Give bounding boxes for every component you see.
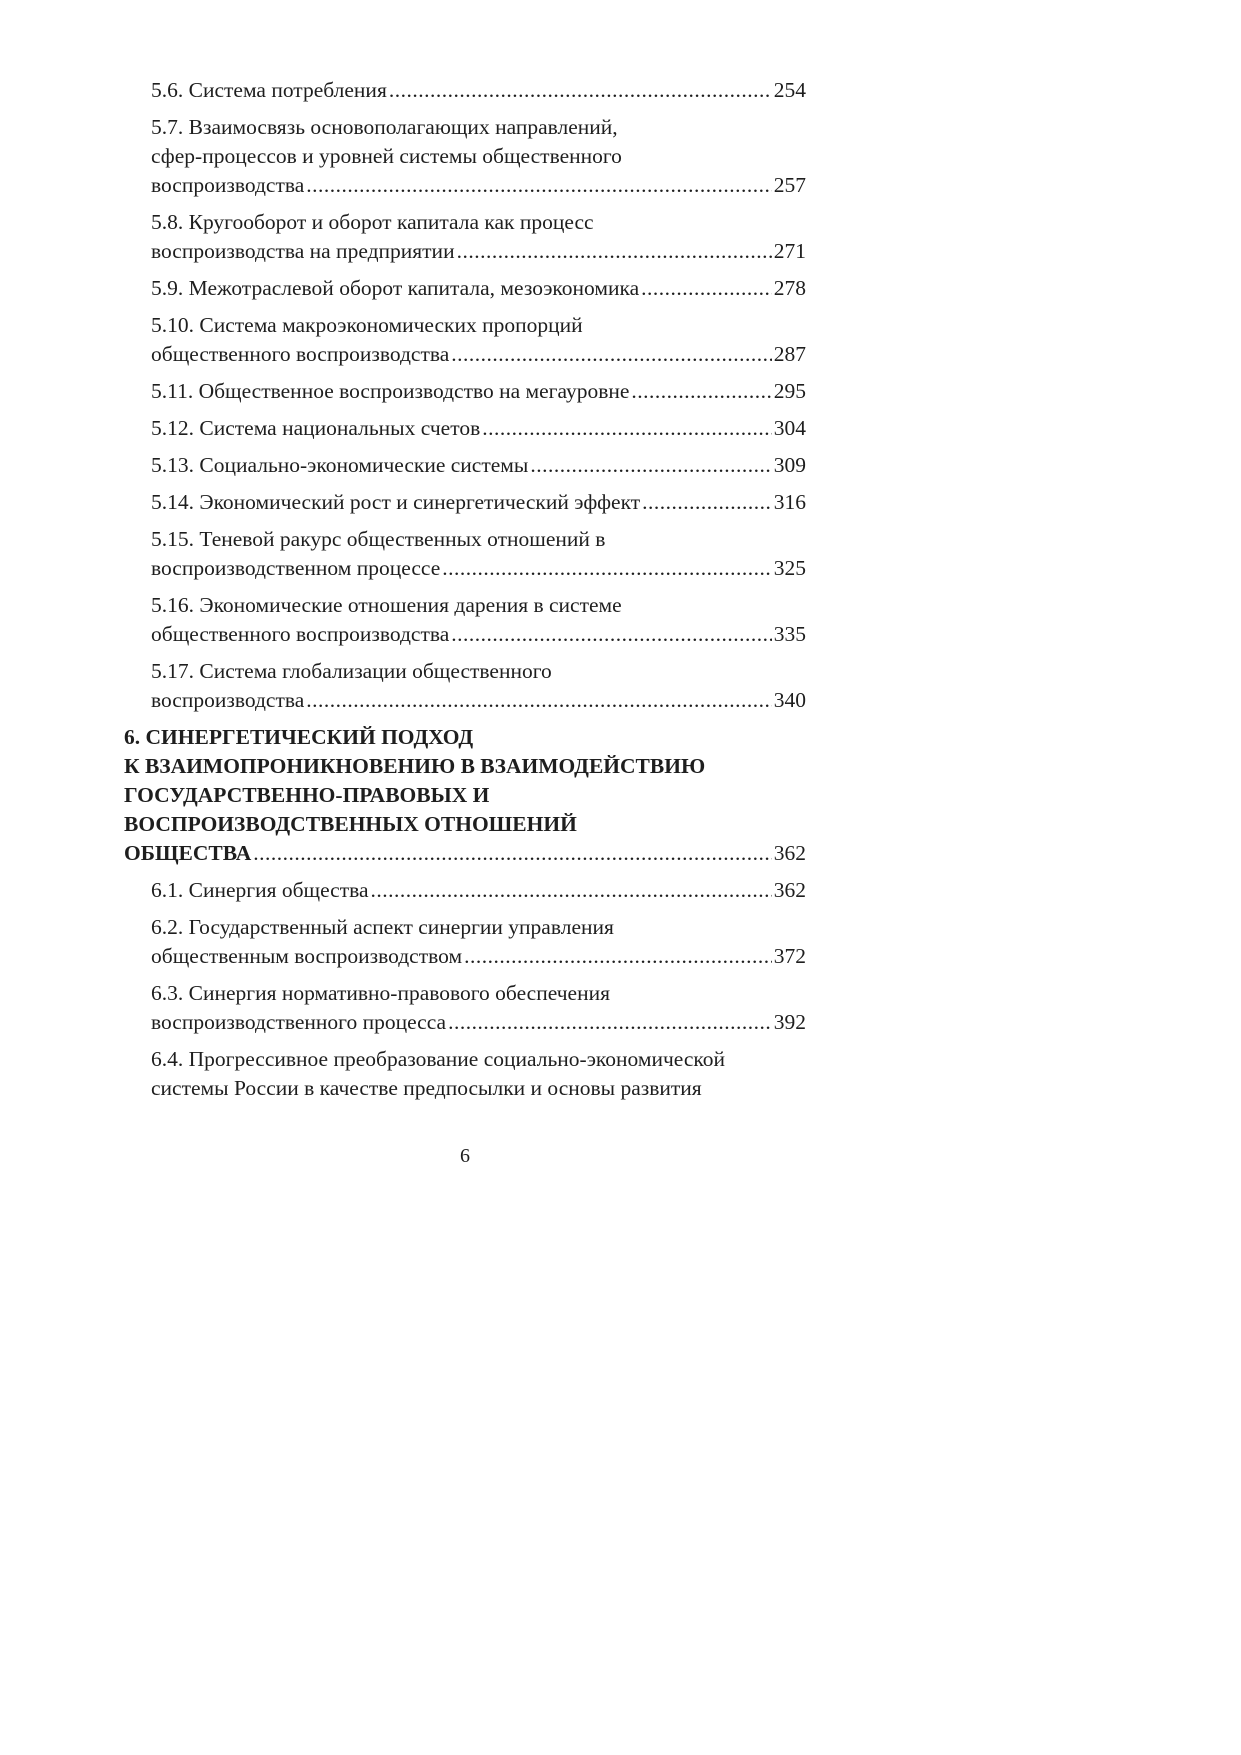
toc-entry-title-line: 5.15. Теневой ракурс общественных отношений в — [151, 527, 606, 551]
toc-entry-title-line: системы России в качестве предпосылки и основы развития — [151, 1076, 702, 1100]
toc-entry-title-line: 6.2. Государственный аспект синергии управления — [151, 915, 614, 939]
dot-leader — [451, 620, 771, 649]
toc-entry-title: 5.12. Система национальных счетов — [151, 416, 481, 440]
dot-leader — [451, 340, 771, 369]
toc-entry-title: воспроизводства — [151, 173, 305, 197]
toc-page-number: 295 — [773, 379, 806, 403]
dot-leader — [448, 1008, 772, 1037]
toc-page-number: 304 — [773, 416, 806, 440]
page-number: 6 — [460, 1145, 470, 1167]
dot-leader — [306, 686, 771, 715]
toc-entry-5-17[interactable] — [124, 657, 806, 715]
toc-entry-title-line: 6.3. Синергия нормативно-правового обеспечения — [151, 981, 610, 1005]
toc-entry-title: 5.9. Межотраслевой оборот капитала, мезоэкономика — [151, 276, 640, 300]
toc-entry-title: 5.6. Система потребления — [151, 78, 387, 102]
toc-chapter-6[interactable] — [124, 723, 806, 868]
dot-leader — [442, 554, 772, 583]
toc-page-number: 278 — [773, 276, 806, 300]
chapter-title-line: 6. СИНЕРГЕТИЧЕСКИЙ ПОДХОД — [124, 725, 474, 749]
chapter-title-line: ГОСУДАРСТВЕННО-ПРАВОВЫХ И — [124, 783, 490, 807]
toc-entry-title: воспроизводства на предприятии — [151, 239, 455, 263]
toc-entry-title-line: 5.10. Система макроэкономических пропорций — [151, 313, 583, 337]
toc-entry-title: 5.14. Экономический рост и синергетический эффект — [151, 490, 641, 514]
toc-entry-title: воспроизводства — [151, 688, 305, 712]
dot-leader — [253, 839, 771, 868]
toc-page-number: 325 — [773, 556, 806, 580]
toc-entry-5-9[interactable] — [124, 274, 806, 303]
toc-entry-5-7[interactable] — [124, 113, 806, 200]
toc-entry-5-10[interactable] — [124, 311, 806, 369]
dot-leader — [482, 414, 772, 443]
toc-entry-title-line: 5.17. Система глобализации общественного — [151, 659, 552, 683]
toc-entry-title-line: 5.16. Экономические отношения дарения в системе — [151, 593, 622, 617]
dot-leader — [642, 488, 772, 517]
toc-entry-6-1[interactable] — [124, 876, 806, 905]
toc-entry-title: 6.1. Синергия общества — [151, 878, 369, 902]
toc-entry-title: воспроизводственном процессе — [151, 556, 441, 580]
toc-page-number: 362 — [773, 878, 806, 902]
toc-entry-5-13[interactable] — [124, 451, 806, 480]
dot-leader — [389, 76, 772, 105]
toc-page-number: 309 — [773, 453, 806, 477]
toc-entry-title: 5.11. Общественное воспроизводство на мегауровне — [151, 379, 630, 403]
toc-entry-6-3[interactable] — [124, 979, 806, 1037]
chapter-title-line: К ВЗАИМОПРОНИКНОВЕНИЮ В ВЗАИМОДЕЙСТВИЮ — [124, 754, 706, 778]
chapter-title-line: ВОСПРОИЗВОДСТВЕННЫХ ОТНОШЕНИЙ — [124, 812, 577, 836]
dot-leader — [641, 274, 772, 303]
dot-leader — [457, 237, 772, 266]
toc-entry-6-2[interactable] — [124, 913, 806, 971]
toc-entry-5-11[interactable] — [124, 377, 806, 406]
dot-leader — [464, 942, 772, 971]
toc-entry-title-line: 5.7. Взаимосвязь основополагающих направлений, — [151, 115, 618, 139]
dot-leader — [306, 171, 771, 200]
toc-entry-5-16[interactable] — [124, 591, 806, 649]
toc-entry-title: общественного воспроизводства — [151, 622, 450, 646]
table-of-contents — [124, 76, 806, 1111]
toc-page-number: 362 — [773, 841, 806, 865]
toc-entry-5-6[interactable] — [124, 76, 806, 105]
toc-entry-title: 5.13. Социально-экономические системы — [151, 453, 529, 477]
toc-entry-5-15[interactable] — [124, 525, 806, 583]
toc-page-number: 316 — [773, 490, 806, 514]
toc-entry-5-12[interactable] — [124, 414, 806, 443]
dot-leader — [371, 876, 772, 905]
toc-entry-title-line: 5.8. Кругооборот и оборот капитала как процесс — [151, 210, 594, 234]
toc-entry-6-4[interactable] — [124, 1045, 806, 1103]
toc-page-number: 392 — [773, 1010, 806, 1034]
toc-page-number: 287 — [773, 342, 806, 366]
dot-leader — [530, 451, 771, 480]
toc-entry-5-8[interactable] — [124, 208, 806, 266]
toc-page-number: 254 — [773, 78, 806, 102]
toc-page-number: 372 — [773, 944, 806, 968]
toc-entry-title-line: сфер-процессов и уровней системы общественного — [151, 144, 622, 168]
toc-page-number: 257 — [773, 173, 806, 197]
chapter-title: ОБЩЕСТВА — [124, 841, 252, 865]
toc-entry-5-14[interactable] — [124, 488, 806, 517]
toc-page-number: 335 — [773, 622, 806, 646]
toc-entry-title-line: 6.4. Прогрессивное преобразование социально-экономической — [151, 1047, 726, 1071]
toc-page-number: 271 — [773, 239, 806, 263]
toc-entry-title: общественным воспроизводством — [151, 944, 463, 968]
toc-page-number: 340 — [773, 688, 806, 712]
dot-leader — [631, 377, 771, 406]
toc-entry-title: воспроизводственного процесса — [151, 1010, 447, 1034]
toc-entry-title: общественного воспроизводства — [151, 342, 450, 366]
